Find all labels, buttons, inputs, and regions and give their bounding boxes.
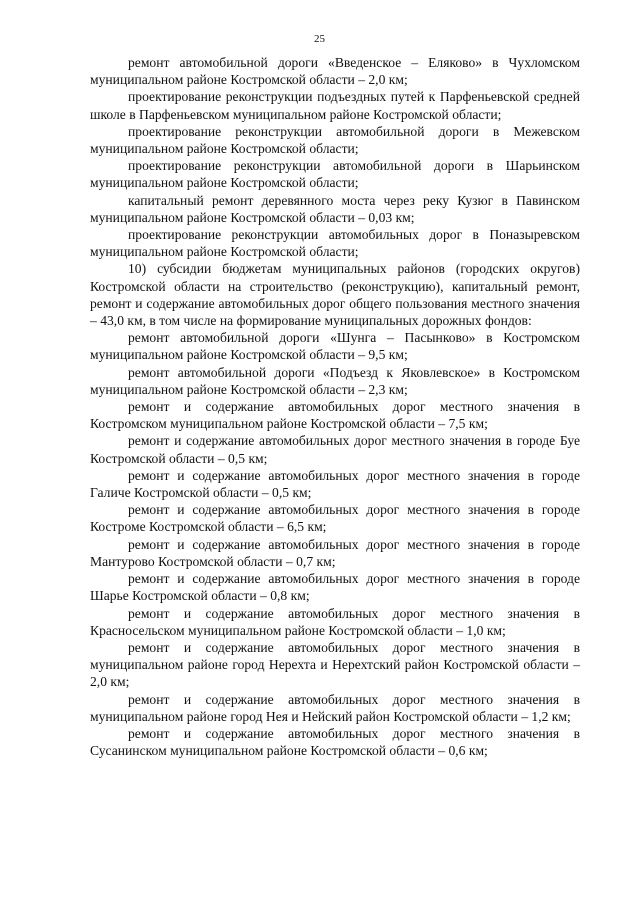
paragraph: проектирование реконструкции автомобильной дороги в Межевском муниципальном районе Костромской области; bbox=[90, 123, 580, 157]
paragraph: проектирование реконструкции автомобильных дорог в Поназыревском муниципальном районе Костромской области; bbox=[90, 227, 580, 260]
paragraph: ремонт и содержание автомобильных дорог местного значения в городе Галиче Костромской области – 0,5 км; bbox=[90, 467, 580, 501]
paragraph: 10) субсидии бюджетам муниципальных районов (городских округов) Костромской области на строительство (реконструкцию), капитальный ремонт, ремонт и содержание автомобильных дорог общего пользования местного значения – 43,0 км, в том числе на формирование муниципальных дорожных фондов: bbox=[90, 261, 580, 329]
paragraph: ремонт и содержание автомобильных дорог местного значения в городе Буе Костромской области – 0,5 км; bbox=[90, 433, 580, 466]
paragraph: ремонт автомобильной дороги «Подъезд к Яковлевское» в Костромском муниципальном районе Костромской области – 2,3 км; bbox=[90, 364, 580, 397]
paragraph: ремонт автомобильной дороги «Шунга – Пасынково» в Костромском муниципальном районе Костромской области – 9,5 км; bbox=[90, 330, 580, 363]
document-body bbox=[90, 54, 580, 759]
paragraph: ремонт и содержание автомобильных дорог местного значения в муниципальном районе город Нерехта и Нерехтский район Костромской области – 2,0 км; bbox=[90, 639, 580, 690]
paragraph: ремонт автомобильной дороги «Введенское – Еляково» в Чухломском муниципальном районе Костромской области – 2,0 км; bbox=[90, 55, 580, 88]
page-number: 25 bbox=[314, 33, 325, 45]
paragraph: ремонт и содержание автомобильных дорог местного значения в городе Мантурово Костромской области – 0,7 км; bbox=[90, 536, 580, 569]
paragraph: ремонт и содержание автомобильных дорог местного значения в городе Шарье Костромской области – 0,8 км; bbox=[90, 571, 580, 604]
paragraph: ремонт и содержание автомобильных дорог местного значения в городе Костроме Костромской области – 6,5 км; bbox=[90, 502, 580, 535]
paragraph: проектирование реконструкции подъездных путей к Парфеньевской средней школе в Парфеньевском муниципальном районе Костромской области; bbox=[90, 89, 580, 122]
paragraph: ремонт и содержание автомобильных дорог местного значения в Сусанинском муниципальном районе Костромской области – 0,6 км; bbox=[90, 725, 580, 759]
paragraph: ремонт и содержание автомобильных дорог местного значения в муниципальном районе город Нея и Нейский район Костромской области – 1,2 км; bbox=[90, 691, 580, 724]
paragraph: капитальный ремонт деревянного моста через реку Кузюг в Павинском муниципальном районе Костромской области – 0,03 км; bbox=[90, 192, 580, 225]
paragraph: проектирование реконструкции автомобильной дороги в Шарьинском муниципальном районе Костромской области; bbox=[90, 158, 580, 191]
paragraph: ремонт и содержание автомобильных дорог местного значения в Костромском муниципальном районе Костромской области – 7,5 км; bbox=[90, 399, 580, 432]
paragraph: ремонт и содержание автомобильных дорог местного значения в Красносельском муниципальном районе Костромской области – 1,0 км; bbox=[90, 605, 580, 638]
